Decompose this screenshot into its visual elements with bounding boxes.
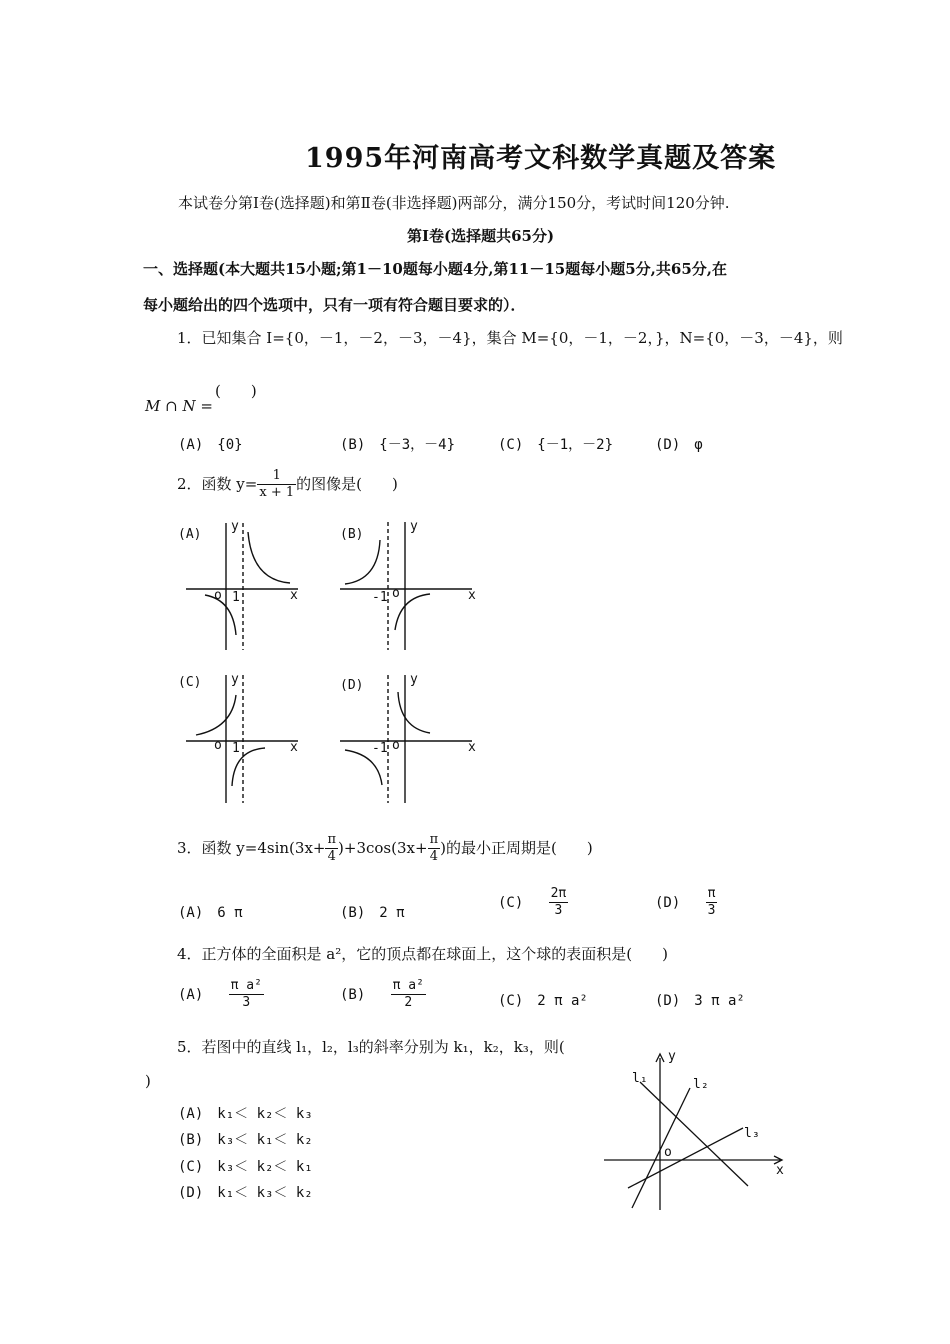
q4-option-a-num: π a² bbox=[229, 978, 264, 995]
q3-option-c-frac bbox=[549, 886, 569, 920]
q3-frac-2 bbox=[428, 832, 441, 866]
graph-b-label: (B) bbox=[340, 527, 364, 542]
q3-stem bbox=[177, 832, 593, 866]
graph-c-x: x bbox=[290, 740, 298, 755]
line-l1 bbox=[640, 1082, 748, 1186]
graph-c-o: o bbox=[214, 738, 222, 753]
graph-d-o: o bbox=[392, 738, 400, 753]
q5-fig-l3: l₃ bbox=[744, 1126, 760, 1141]
q4-option-a-den: 3 bbox=[242, 995, 251, 1011]
q4-option-a-label: (A) bbox=[178, 986, 204, 1003]
q2-prefix: 2．函数 y= bbox=[177, 474, 258, 493]
graph-c-tick: 1 bbox=[232, 741, 240, 756]
q4-option-b-num: π a² bbox=[391, 978, 426, 995]
graph-d-tick: -1 bbox=[372, 741, 388, 756]
q2-frac-num: 1 bbox=[257, 468, 296, 485]
graph-d-label: (D) bbox=[340, 678, 364, 693]
graph-a-x: x bbox=[290, 588, 298, 603]
q3-option-d-num: π bbox=[706, 886, 718, 903]
graph-a-label: (A) bbox=[178, 527, 202, 542]
q1-option-c: (C) {－1，－2} bbox=[498, 437, 614, 453]
graph-a-o: o bbox=[214, 588, 222, 603]
graph-a-y: y bbox=[231, 519, 239, 534]
q5-option-d: (D) k₁＜ k₃＜ k₂ bbox=[178, 1185, 313, 1201]
q3-prefix: 3．函数 y=4sin(3x+ bbox=[177, 838, 326, 857]
q3-option-d-frac bbox=[706, 886, 718, 920]
q1-blank: ( ) bbox=[215, 382, 257, 400]
q4-text: 4．正方体的全面积是 a²，它的顶点都在球面上，这个球的表面积是( ) bbox=[177, 945, 668, 963]
page-title: 1995年河南高考文科数学真题及答案 bbox=[305, 143, 777, 174]
q5-fig-y: y bbox=[668, 1049, 676, 1064]
q5-close: ) bbox=[145, 1072, 151, 1090]
q3-frac-1 bbox=[325, 832, 338, 866]
intro-text: 本试卷分第Ⅰ卷(选择题)和第Ⅱ卷(非选择题)两部分，满分150分，考试时间120分钟. bbox=[178, 194, 730, 212]
q3-frac-2-num: π bbox=[428, 832, 441, 849]
q3-option-d-label: (D) bbox=[655, 894, 681, 911]
q4-option-a-frac bbox=[229, 978, 264, 1012]
q2-fraction bbox=[257, 468, 296, 502]
q3-option-c-num: 2π bbox=[549, 886, 569, 903]
q5-fig-o: o bbox=[664, 1145, 672, 1160]
line-l3 bbox=[628, 1128, 743, 1188]
q3-option-d-den: 3 bbox=[707, 903, 716, 919]
graph-b-y: y bbox=[410, 519, 418, 534]
graph-d bbox=[340, 675, 472, 803]
graph-d-x: x bbox=[468, 740, 476, 755]
section1-line1: 一、选择题(本大题共15小题;第1－10题每小题4分,第11－15题每小题5分,共65分,在 bbox=[143, 260, 727, 278]
graph-c-label: (C) bbox=[178, 675, 202, 690]
graph-c-y: y bbox=[231, 672, 239, 687]
graph-b-x: x bbox=[468, 588, 476, 603]
q3-option-c-den: 3 bbox=[554, 903, 563, 919]
q3-mid: )+3cos(3x+ bbox=[338, 838, 428, 857]
q3-suffix: )的最小正周期是( ) bbox=[440, 838, 593, 857]
q5-fig-l1: l₁ bbox=[632, 1071, 648, 1086]
graph-c bbox=[186, 675, 298, 803]
q5-fig-l2: l₂ bbox=[693, 1077, 709, 1092]
q1-option-d: (D) φ bbox=[655, 437, 703, 453]
graph-d-y: y bbox=[410, 672, 418, 687]
q5-text: 5．若图中的直线 l₁，l₂，l₃的斜率分别为 k₁，k₂，k₃，则( bbox=[177, 1038, 565, 1056]
q2-suffix: 的图像是( ) bbox=[296, 474, 398, 493]
q3-option-a: (A) 6 π bbox=[178, 905, 243, 921]
q3-option-c bbox=[498, 886, 568, 920]
q2-stem bbox=[177, 468, 398, 502]
q5-fig-x: x bbox=[776, 1163, 784, 1178]
q1-expression: M ∩ N = bbox=[145, 397, 213, 415]
q3-option-c-label: (C) bbox=[498, 894, 524, 911]
q3-frac-1-num: π bbox=[325, 832, 338, 849]
q3-option-d bbox=[655, 886, 717, 920]
section1-line2: 每小题给出的四个选项中，只有一项有符合题目要求的）． bbox=[143, 296, 526, 314]
q4-option-b-label: (B) bbox=[340, 986, 366, 1003]
q5-option-c: (C) k₃＜ k₂＜ k₁ bbox=[178, 1159, 313, 1175]
q3-frac-2-den: 4 bbox=[429, 849, 438, 865]
q4-option-b-frac bbox=[391, 978, 426, 1012]
q5-option-a: (A) k₁＜ k₂＜ k₃ bbox=[178, 1106, 313, 1122]
q4-option-b-den: 2 bbox=[404, 995, 413, 1011]
q5-figure bbox=[604, 1054, 782, 1210]
graph-b-o: o bbox=[392, 586, 400, 601]
q1-option-b: (B) {－3，－4} bbox=[340, 437, 456, 453]
graph-b bbox=[340, 522, 472, 650]
graph-a bbox=[186, 523, 298, 650]
graph-a-tick: 1 bbox=[232, 590, 240, 605]
q3-option-b: (B) 2 π bbox=[340, 905, 405, 921]
part1-heading: 第Ⅰ卷(选择题共65分) bbox=[407, 227, 555, 245]
q4-option-d: (D) 3 π a² bbox=[655, 993, 745, 1009]
q4-option-a bbox=[178, 978, 264, 1012]
graph-b-tick: -1 bbox=[372, 590, 388, 605]
q4-option-b bbox=[340, 978, 426, 1012]
q5-option-b: (B) k₃＜ k₁＜ k₂ bbox=[178, 1132, 313, 1148]
line-l2 bbox=[632, 1088, 690, 1208]
q1-text: 1．已知集合 I={0，－1，－2，－3，－4}，集合 M={0，－1，－2，}，N={0，－3，－4}，则 bbox=[177, 329, 843, 347]
q3-frac-1-den: 4 bbox=[327, 849, 336, 865]
q1-option-a: (A) {0} bbox=[178, 437, 243, 453]
q2-frac-den: x + 1 bbox=[259, 485, 295, 501]
q4-option-c: (C) 2 π a² bbox=[498, 993, 588, 1009]
